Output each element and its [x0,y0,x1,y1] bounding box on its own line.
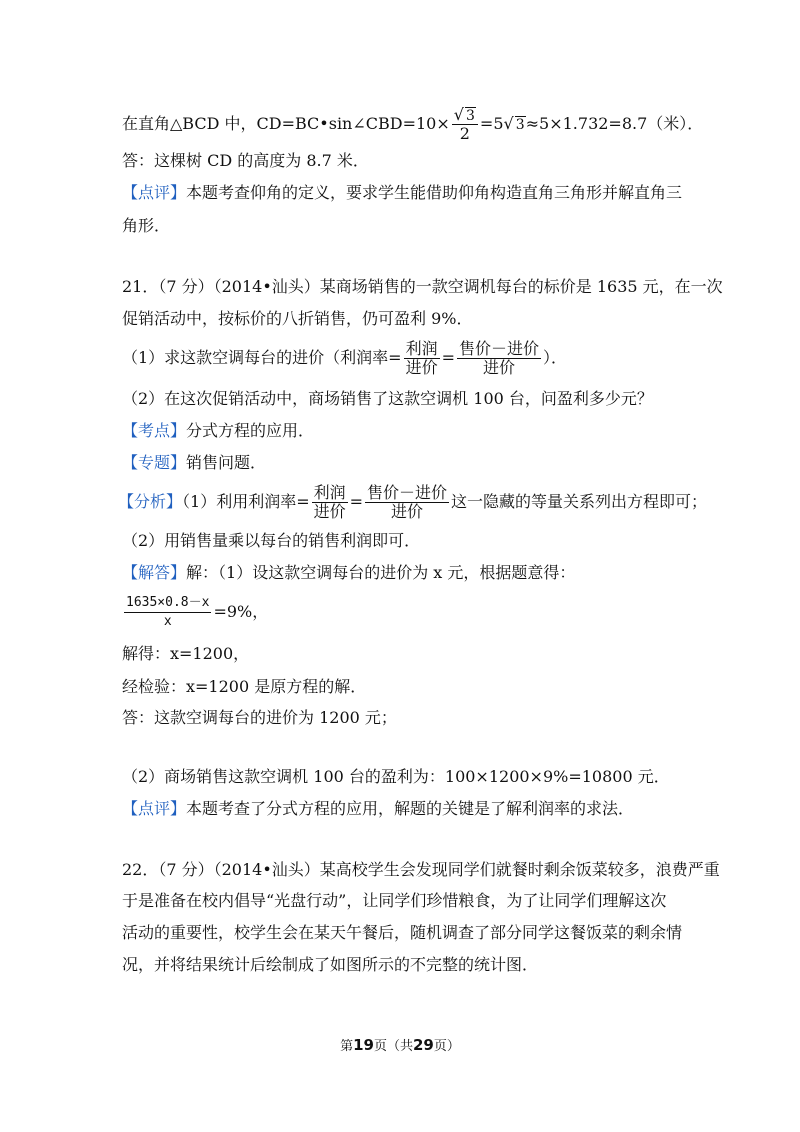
page-footer: 第19页（共29页） [340,1036,460,1054]
page-number: 19 [353,1036,374,1054]
comment-text: 本题考查仰角的定义，要求学生能借助仰角构造直角三角形并解直角三 [186,183,683,202]
check-line: 经检验：x=1200 是原方程的解． [122,677,367,696]
fraction-profit-rate: $\frac{\text{利润}}{\text{进价}}$ [405,339,438,377]
comment-line-21: 【点评】本题考查了分式方程的应用，解题的关键是了解利润率的求法． [122,799,635,818]
sqrt-radicand: 3 [465,108,475,124]
solution-tag: 【解答】 [122,563,187,582]
question-22-line3: 活动的重要性，校学生会在某天午餐后，随机调查了部分同学这餐饭菜的剩余情 [122,923,683,942]
answer-line-21-2: （2）商场销售这款空调机 100 台的盈利为：100×1200×9%=10800 元． [122,767,670,786]
comment-line-cont: 角形． [122,216,171,235]
page-total: 29 [413,1036,434,1054]
fraction-price-diff: $\frac{\text{售价－进价}}{\text{进价}}$ [367,483,448,521]
text: （1）求这款空调每台的进价（利润率= [122,348,402,367]
fraction-price-diff: $\frac{\text{售价－进价}}{\text{进价}}$ [459,339,540,377]
text: ≈5×1.732=8.7（米）． [525,114,704,133]
comment-tag: 【点评】 [122,799,187,818]
analysis-line: 【分析】（1）利用利润率= $\frac{\text{利润}}{\text{进价}}$ = $\frac{\text{售价－进价}}{\text{进价}}$ 这一隐藏的等量关系列出方程即可； [118,483,708,521]
solved-line: 解得：x=1200， [122,644,250,663]
question-22-line1: 22．（7 分）（2014•汕头）某高校学生会发现同学们就餐时剩余饭菜较多，浪费严重 [122,860,720,879]
topic-tag: 【专题】 [122,453,187,472]
text: 在直角△BCD 中，CD=BC•sin∠CBD=10× [122,114,450,133]
comment-tag: 【点评】 [122,183,187,202]
question-21-line2: 促销活动中，按标价的八折销售，仍可盈利 9%． [122,309,473,328]
question-21-part2: （2）在这次促销活动中，商场销售了这款空调机 100 台，问盈利多少元？ [122,389,653,408]
question-21-line1: 21．（7 分）（2014•汕头）某商场销售的一款空调机每台的标价是 1635 元，在一次 [122,277,723,296]
knowledge-point-line: 【考点】分式方程的应用． [122,421,315,440]
topic-line: 【专题】销售问题． [122,453,267,472]
text: =5 [479,114,504,133]
fraction: $\frac{√ 3}{2}$ [452,106,478,143]
question-21-part1: （1）求这款空调每台的进价（利润率= $\frac{\text{利润}}{\text{进价}}$ = $\frac{\text{售价－进价}}{\text{进价}}$ ）． [122,339,568,377]
equation-line: $\frac{1635\times 0.8-x}{x}$ =9%， [126,595,269,629]
equation-fraction: $\frac{1635\times 0.8-x}{x}$ [126,595,210,629]
question-22-line2: 于是准备在校内倡导“光盘行动”，让同学们珍惜粮食，为了让同学们理解这次 [122,891,667,910]
answer-line: 答：这棵树 CD 的高度为 8.7 米． [122,151,369,170]
analysis-line-2: （2）用销售量乘以每台的销售利润即可． [122,531,421,550]
knowledge-tag: 【考点】 [122,421,187,440]
denominator: 2 [459,124,470,143]
solution-line: 【解答】解：（1）设这款空调每台的进价为 x 元，根据题意得： [122,563,576,582]
question-22-line4: 况，并将结果统计后绘制成了如图所示的不完整的统计图． [122,955,539,974]
fraction-profit-rate: $\frac{\text{利润}}{\text{进价}}$ [313,483,346,521]
answer-line-21-1: 答：这款空调每台的进价为 1200 元； [122,708,397,727]
sqrt-radicand: 3 [515,117,525,133]
analysis-tag: 【分析】 [118,492,183,511]
comment-line [122,182,682,204]
solution-line-cd: 在直角△BCD 中，CD=BC•sin∠CBD=10× $\frac{√ 3}{2}$ =5√ 3≈5×1.732=8.7（米）． [122,105,704,143]
